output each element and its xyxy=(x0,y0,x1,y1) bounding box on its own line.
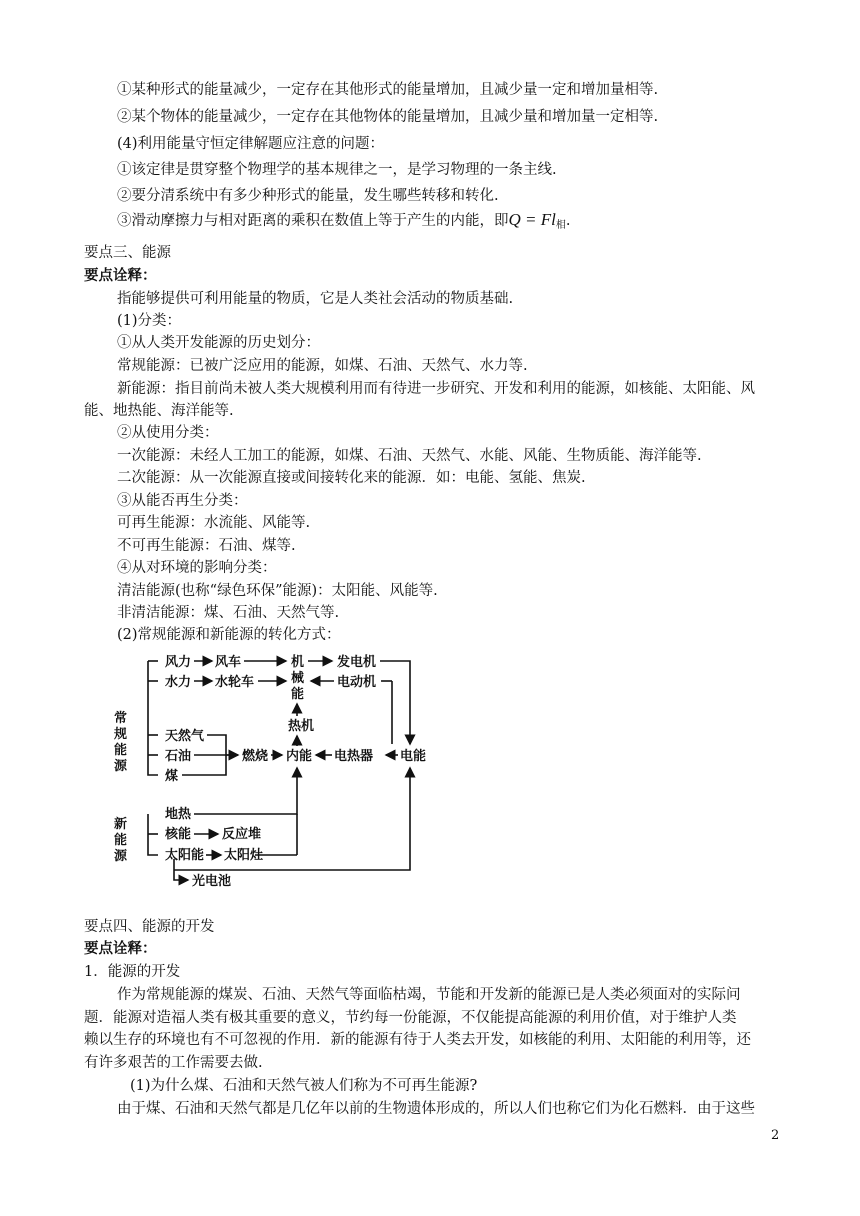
text-line: (4)利用能量守恒定律解题应注意的问题： xyxy=(117,136,385,152)
node-natural-gas: 天然气 xyxy=(165,729,205,744)
text-line: ③从能否再生分类： xyxy=(117,493,248,509)
text-line: 作为常规能源的煤炭、石油、天然气等面临枯竭，节能和开发新的能源已是人类必须面对的实际问 xyxy=(117,987,741,1003)
text-line: (1)分类： xyxy=(117,313,182,329)
text-line: ①从人类开发能源的历史划分： xyxy=(117,335,320,351)
text-line: 二次能源：从一次能源直接或间接转化来的能源．如：电能、氢能、焦炭. xyxy=(117,470,586,486)
node-mechanical-3: 能 xyxy=(291,687,305,702)
node-combustion: 燃烧 xyxy=(242,749,269,764)
group-label-conventional-3: 能 xyxy=(114,743,128,758)
node-reactor: 反应堆 xyxy=(222,827,262,842)
group-label-new-3: 源 xyxy=(114,849,128,864)
text-line: 不可再生能源：石油、煤等. xyxy=(117,538,296,554)
node-solar: 太阳能 xyxy=(165,848,205,863)
node-internal-energy: 内能 xyxy=(286,749,313,764)
section-heading: 要点三、能源 xyxy=(84,245,171,261)
text-line: (1)为什么煤、石油和天然气被人们称为不可再生能源? xyxy=(130,1078,478,1094)
subsection-label: 要点诠释： xyxy=(84,267,157,284)
text-line: ②从使用分类： xyxy=(117,425,219,441)
node-mechanical-1: 机 xyxy=(291,655,305,670)
group-label-conventional-1: 常 xyxy=(114,711,128,726)
text-line: 1．能源的开发 xyxy=(84,964,181,980)
node-heat-engine: 热机 xyxy=(288,719,315,734)
text-line: 指能够提供可利用能量的物质，它是人类社会活动的物质基础. xyxy=(117,291,514,307)
node-windmill: 风车 xyxy=(215,655,242,670)
text-line: 新能源：指目前尚未被人类大规模利用而有待进一步研究、开发和利用的能源，如核能、太阳能、风 xyxy=(117,381,755,397)
node-solar-cooker: 太阳灶 xyxy=(224,848,264,863)
text-segment: . xyxy=(565,213,571,229)
node-coal: 煤 xyxy=(165,769,179,784)
node-nuclear: 核能 xyxy=(165,827,192,842)
node-electric-energy: 电能 xyxy=(400,749,427,764)
text-line: 清洁能源(也称“绿色环保”能源)：太阳能、风能等. xyxy=(117,583,438,599)
group-label-conventional-2: 规 xyxy=(114,727,128,742)
text-segment: ③滑动摩擦力与相对距离的乘积在数值上等于产生的内能，即 xyxy=(117,213,509,229)
node-wind-power: 风力 xyxy=(165,655,192,670)
node-mechanical-2: 械 xyxy=(291,671,305,686)
node-water-power: 水力 xyxy=(165,675,192,690)
text-line: 非清洁能源：煤、石油、天然气等. xyxy=(117,605,340,621)
subsection-label: 要点诠释： xyxy=(84,940,157,957)
node-geothermal: 地热 xyxy=(165,807,192,822)
text-line: (2)常规能源和新能源的转化方式： xyxy=(117,627,341,643)
text-line: 题．能源对造福人类有极其重要的意义，节约每一份能源，不仅能提高能源的利用价值，对于维护人类 xyxy=(84,1010,737,1026)
text-line-with-formula xyxy=(117,210,570,236)
text-line: 能、地热能、海洋能等. xyxy=(84,403,234,419)
text-line: ②要分清系统中有多少种形式的能量，发生哪些转移和转化. xyxy=(117,188,499,204)
text-line: ①该定律是贯穿整个物理学的基本规律之一，是学习物理的一条主线. xyxy=(117,162,557,178)
text-line: 有许多艰苦的工作需要去做. xyxy=(84,1055,263,1071)
text-line: ④从对环境的影响分类： xyxy=(117,560,277,576)
node-motor: 电动机 xyxy=(337,675,377,690)
formula xyxy=(509,210,566,229)
group-label-conventional-4: 源 xyxy=(114,759,128,774)
page-number: 2 xyxy=(771,1128,780,1143)
group-label-new-1: 新 xyxy=(114,817,128,832)
text-line: ①某种形式的能量减少，一定存在其他形式的能量增加，且减少量一定和增加量相等. xyxy=(117,82,659,98)
section-heading: 要点四、能源的开发 xyxy=(84,919,215,935)
group-label-new-2: 能 xyxy=(114,833,128,848)
formula-main: Q = Fl xyxy=(508,210,556,229)
node-generator: 发电机 xyxy=(337,655,377,670)
text-line: ②某个物体的能量减少，一定存在其他物体的能量增加，且减少量和增加量一定相等. xyxy=(117,109,659,125)
formula-subscript: 相 xyxy=(555,220,566,231)
node-waterwheel: 水轮车 xyxy=(215,675,255,690)
text-line: 由于煤、石油和天然气都是几亿年以前的生物遗体形成的，所以人们也称它们为化石燃料．由于这些 xyxy=(117,1101,755,1117)
text-line: 常规能源：已被广泛应用的能源，如煤、石油、天然气、水力等. xyxy=(117,358,528,374)
node-oil: 石油 xyxy=(165,749,192,764)
energy-conversion-diagram xyxy=(100,648,440,898)
node-electric-heater: 电热器 xyxy=(334,749,374,764)
text-line: 赖以生存的环境也有不可忽视的作用．新的能源有待于人类去开发，如核能的利用、太阳能的利用等，还 xyxy=(84,1032,751,1048)
node-photovoltaic: 光电池 xyxy=(192,874,232,889)
text-line: 一次能源：未经人工加工的能源，如煤、石油、天然气、水能、风能、生物质能、海洋能等. xyxy=(117,448,702,464)
text-line: 可再生能源：水流能、风能等. xyxy=(117,515,311,531)
